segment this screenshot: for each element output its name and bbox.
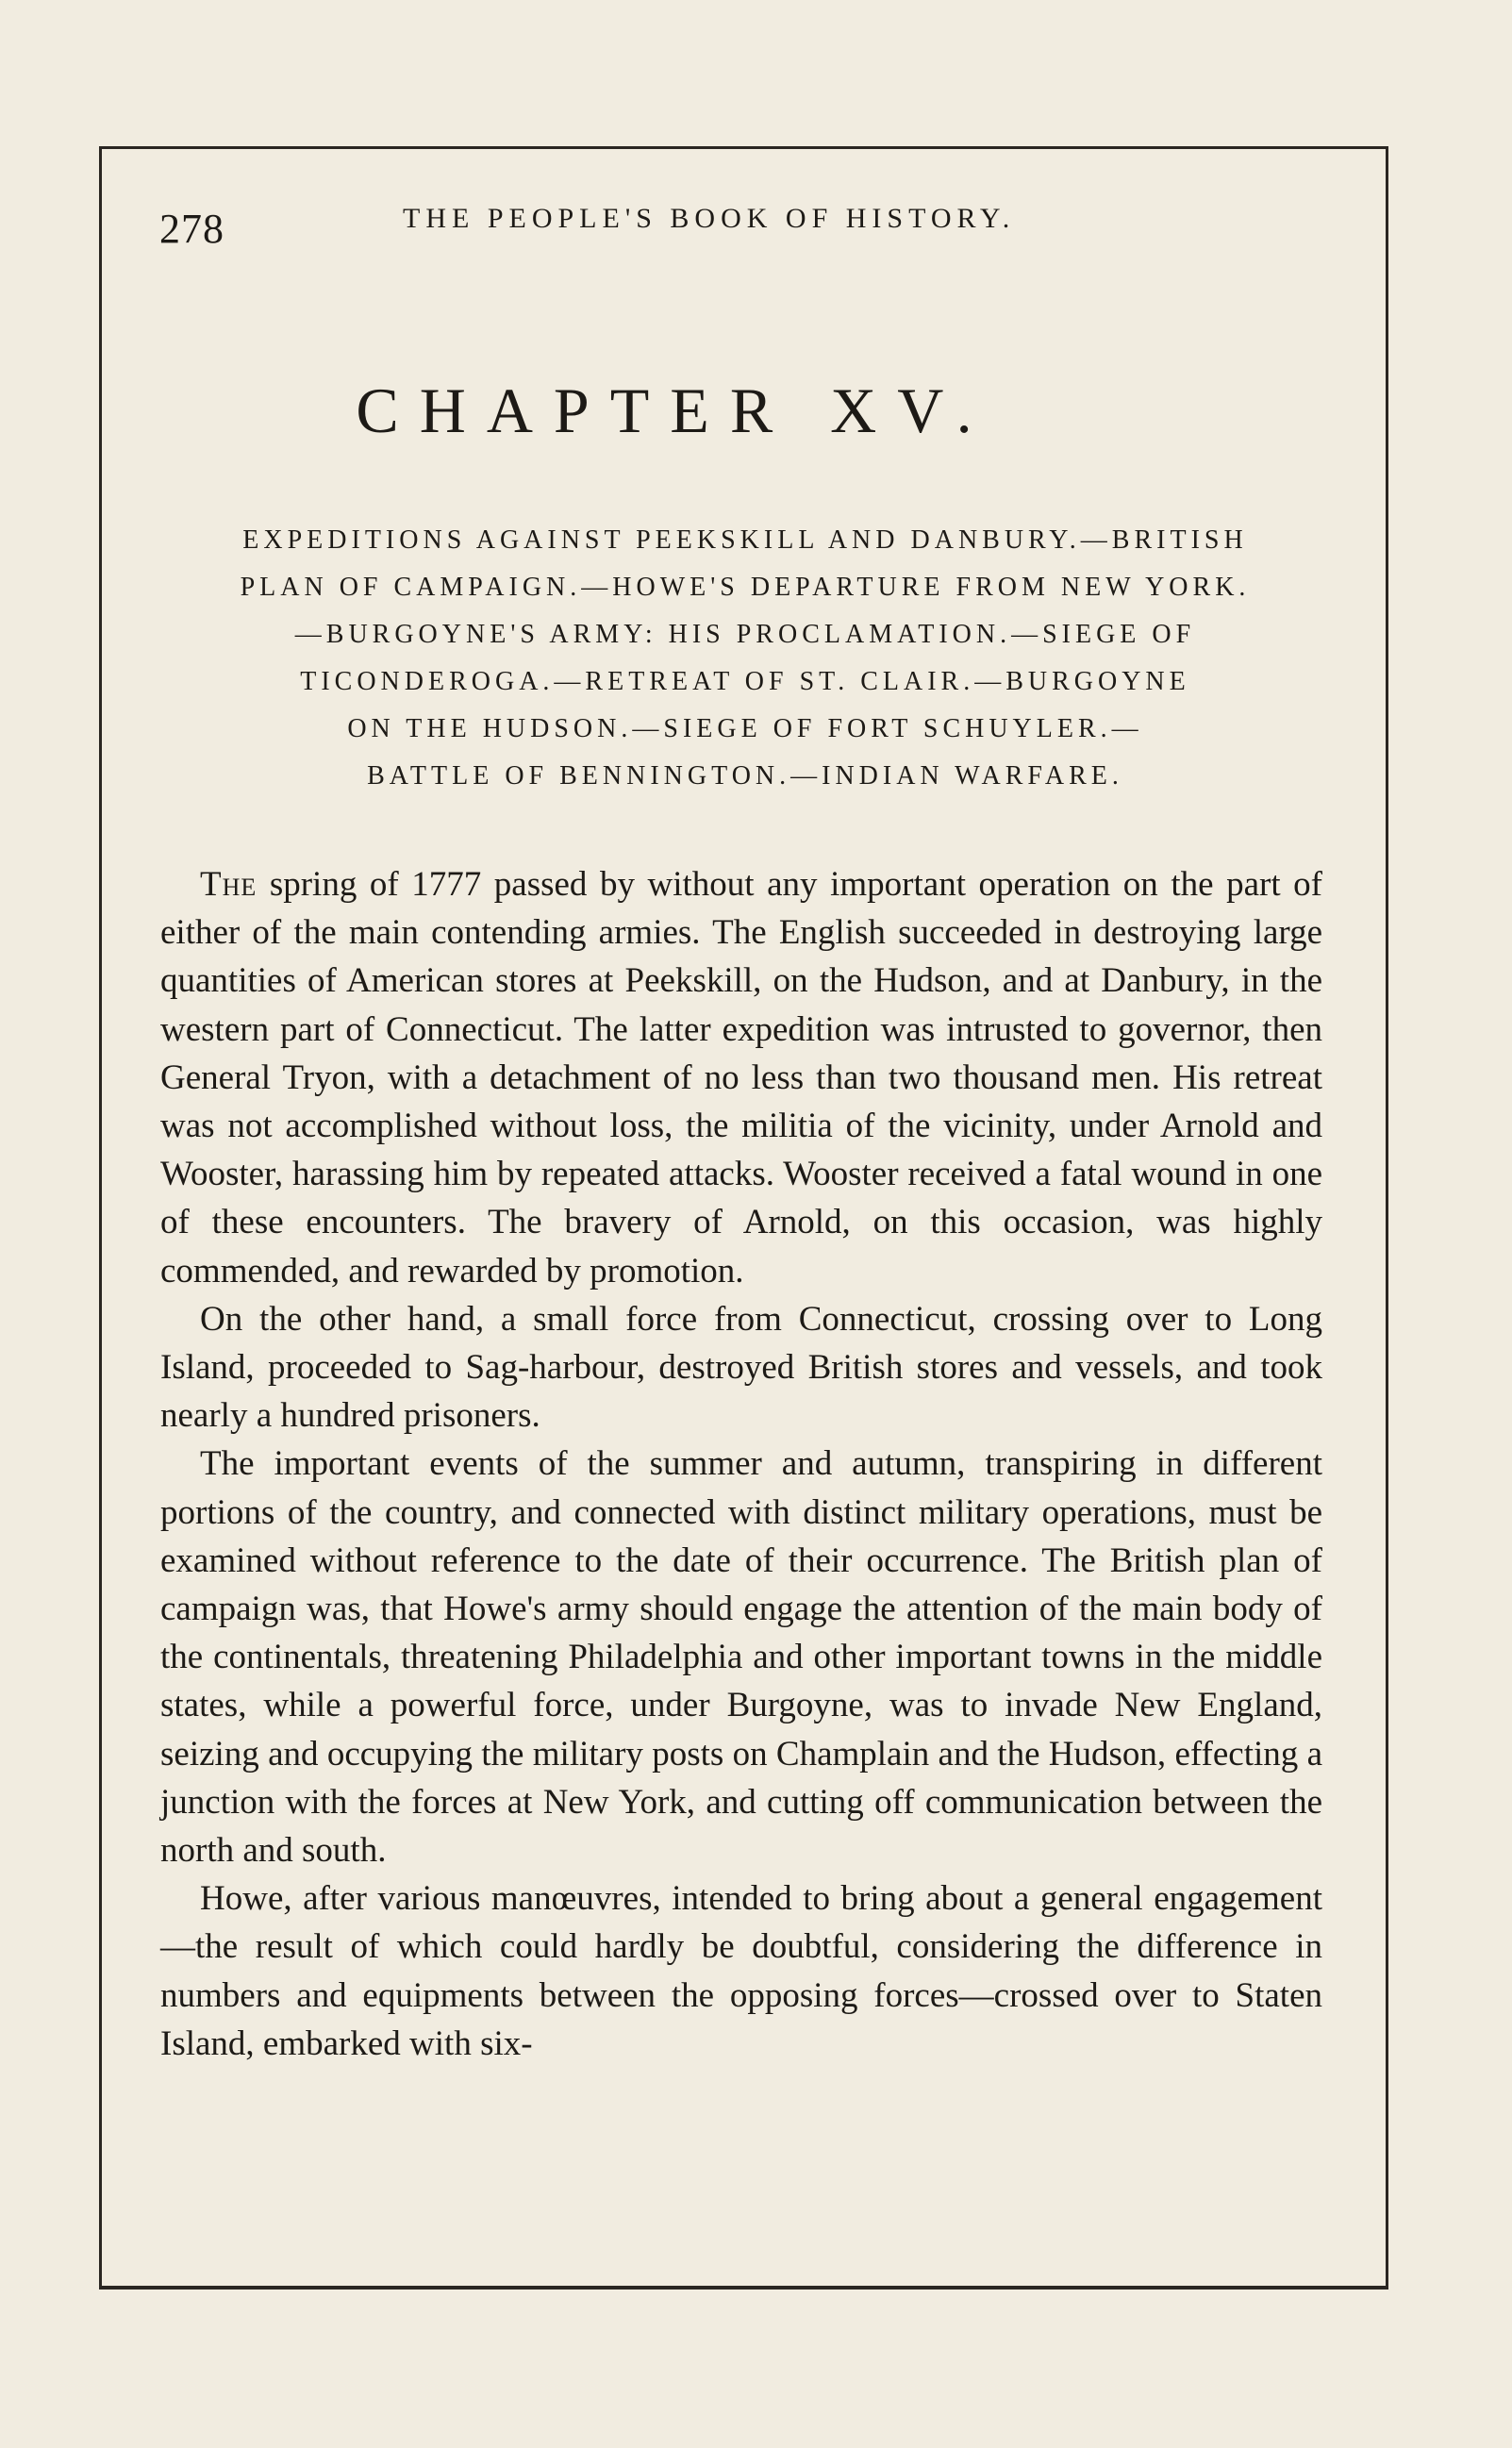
synopsis-line: BATTLE OF BENNINGTON.—INDIAN WARFARE. bbox=[367, 761, 1123, 791]
paragraph-lead-word: The bbox=[200, 865, 258, 904]
body-text bbox=[160, 860, 1322, 2068]
page-number: 278 bbox=[159, 206, 224, 252]
chapter-title: CHAPTER XV. bbox=[356, 375, 993, 446]
paragraph: Howe, after various manœuvres, intended to bring about a general engagement—the result of which could hardly be doubtful, considering the difference in numbers and equipments between the opposing forces—crossed over to Staten Island, embarked with six- bbox=[160, 1879, 1322, 2063]
synopsis-line: ON THE HUDSON.—SIEGE OF FORT SCHUYLER.— bbox=[347, 714, 1143, 743]
chapter-synopsis bbox=[156, 517, 1335, 800]
synopsis-line: TICONDEROGA.—RETREAT OF ST. CLAIR.—BURGOYNE bbox=[300, 667, 1190, 696]
synopsis-line: —BURGOYNE'S ARMY: HIS PROCLAMATION.—SIEGE OF bbox=[294, 620, 1196, 649]
paragraph bbox=[160, 860, 1322, 1295]
synopsis-line: PLAN OF CAMPAIGN.—HOWE'S DEPARTURE FROM NEW YORK. bbox=[240, 573, 1251, 602]
running-title: THE PEOPLE'S BOOK OF HISTORY. bbox=[403, 203, 1016, 234]
paragraph-text: spring of 1777 passed by without any important operation on the part of either of the main contending armies. The English succeeded in destroying large quantities of American stores at Peekskill, on the Hudson, and at Danbury, in the western part of Connecticut. The latter expedition was intrusted to governor, then General Tryon, with a detachment of no less than two thousand men. His retreat was not accomplished without loss, the militia of the vicinity, under Arnold and Wooster, harassing him by repeated attacks. Wooster received a fatal wound in one of these encounters. The bravery of Arnold, on this occasion, was highly commended, and rewarded by promotion. bbox=[160, 865, 1322, 1291]
paragraph: The important events of the summer and autumn, transpiring in different portions of the country, and connected with distinct military operations, must be examined without reference to the date of their occurrence. The British plan of campaign was, that Howe's army should engage the attention of the main body of the continentals, threatening Philadelphia and other important towns in the middle states, while a powerful force, under Burgoyne, was to invade New England, seizing and occupying the military posts on Champlain and the Hudson, effecting a junction with the forces at New York, and cutting off communication between the north and south. bbox=[160, 1444, 1322, 1871]
synopsis-line: EXPEDITIONS AGAINST PEEKSKILL AND DANBURY.—BRITISH bbox=[242, 525, 1248, 555]
running-header bbox=[156, 193, 1344, 259]
paragraph: On the other hand, a small force from Connecticut, crossing over to Long Island, proceeded to Sag-harbour, destroyed British stores and vessels, and took nearly a hundred prisoners. bbox=[160, 1299, 1322, 1436]
